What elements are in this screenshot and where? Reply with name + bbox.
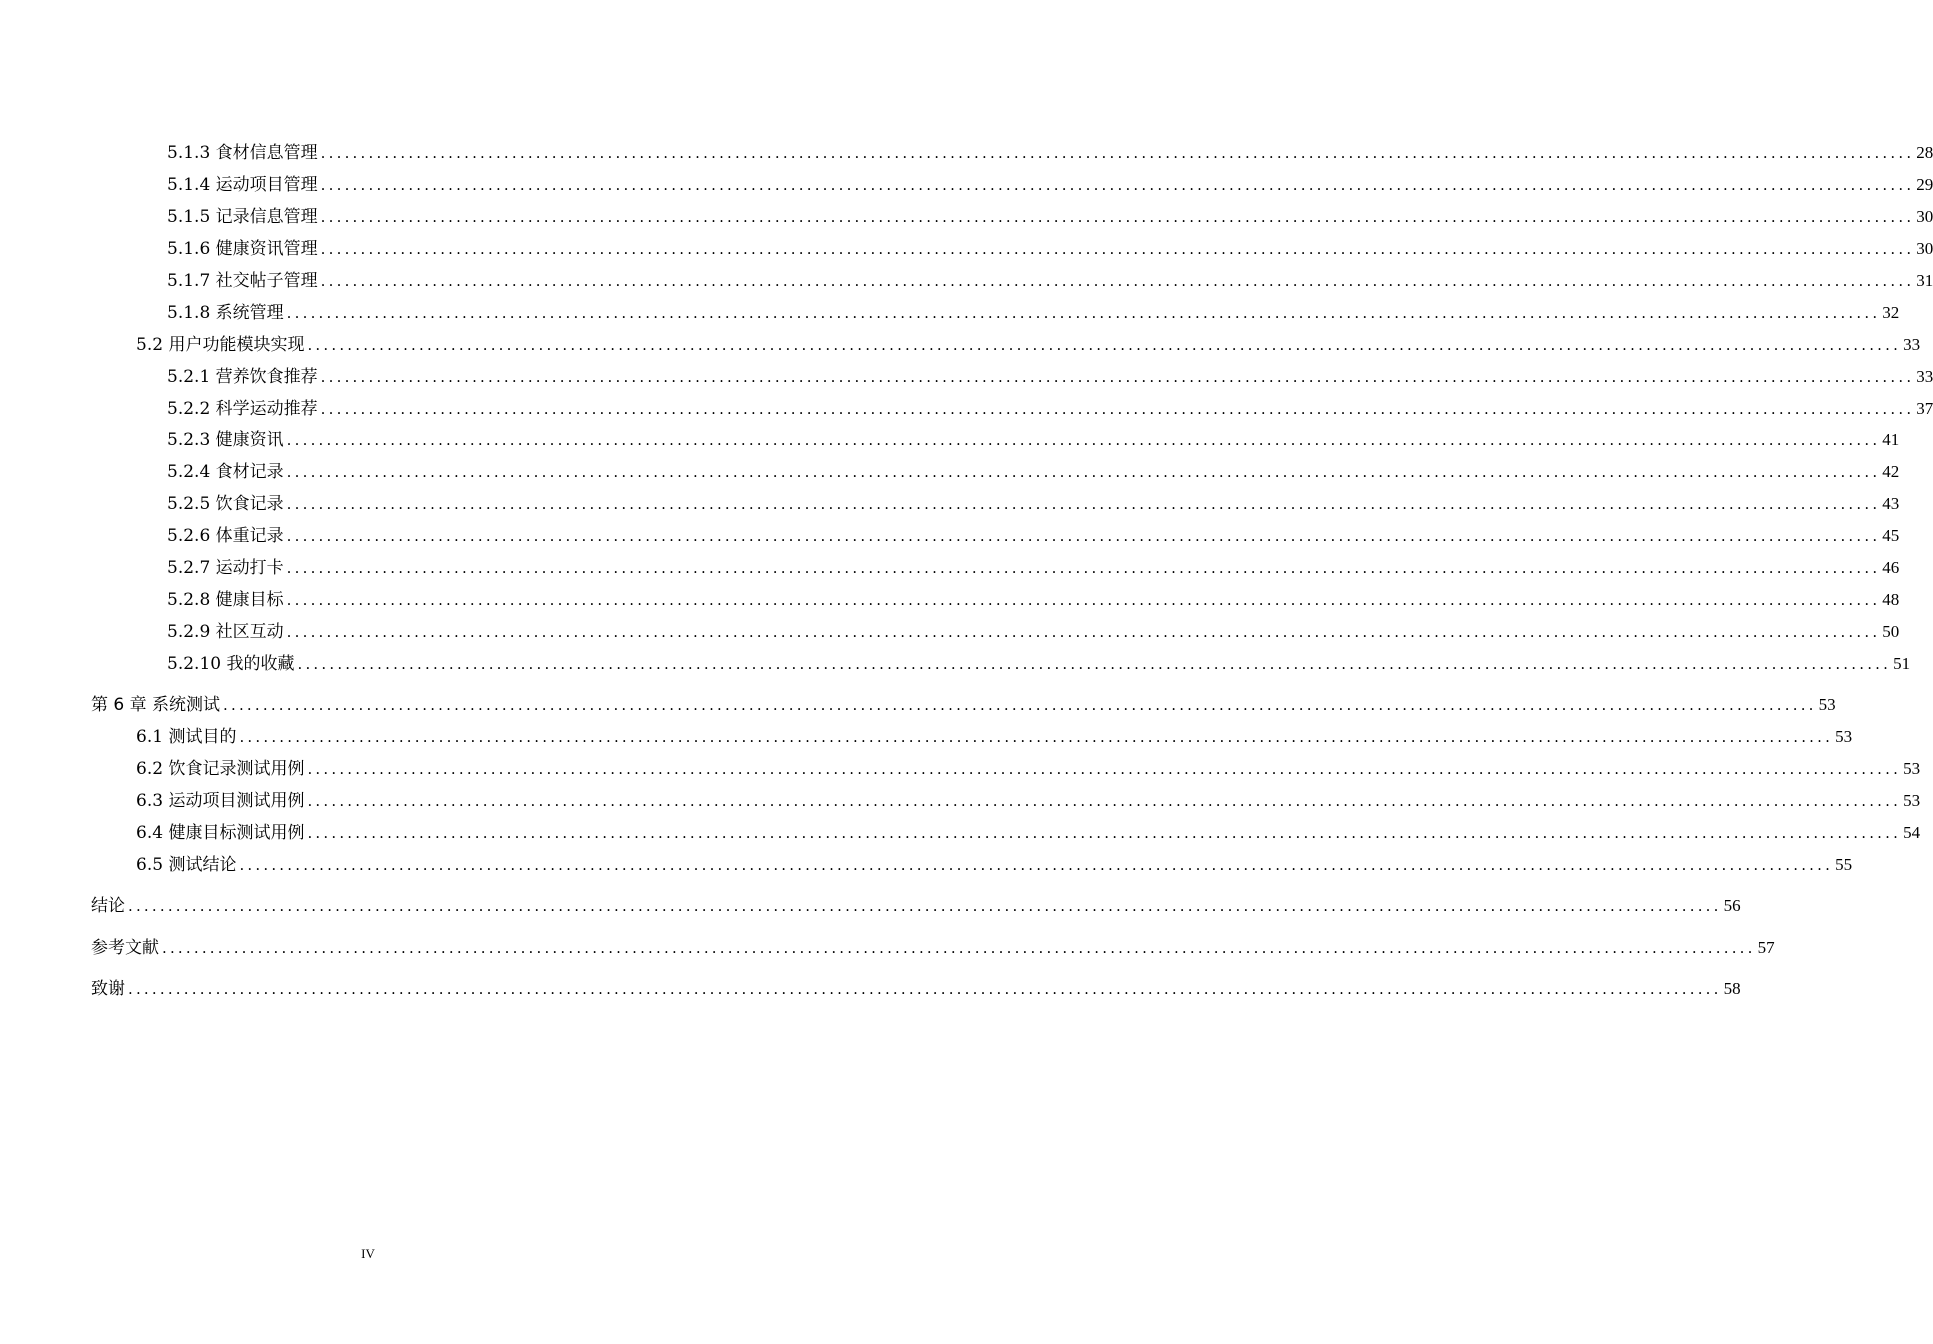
toc-entry-label: 5.2.6 体重记录 bbox=[167, 526, 284, 546]
toc-entry-page: 53 bbox=[1903, 791, 1921, 810]
toc-dot-leader: ........................................................................................................................................................................................................ bbox=[320, 208, 1915, 226]
toc-dot-leader: ........................................................................................................................................................................................................ bbox=[286, 431, 1881, 449]
toc-entry-label: 结论 bbox=[91, 896, 125, 916]
toc-dot-leader: ........................................................................................................................................................................................................ bbox=[307, 792, 1902, 810]
toc-entry-label: 5.2.9 社区互动 bbox=[167, 622, 284, 642]
toc-dot-leader: ........................................................................................................................................................................................................ bbox=[320, 400, 1915, 418]
toc-entry[interactable] bbox=[167, 556, 1900, 580]
toc-entry-label: 5.2.4 食材记录 bbox=[167, 462, 284, 482]
toc-entry-page: 55 bbox=[1835, 855, 1853, 874]
toc-dot-leader: ........................................................................................................................................................................................................ bbox=[320, 272, 1915, 290]
toc-dot-leader: ........................................................................................................................................................................................................ bbox=[320, 176, 1915, 194]
toc-entry-page: 28 bbox=[1916, 143, 1933, 162]
toc-dot-leader: ........................................................................................................................................................................................................ bbox=[162, 939, 1756, 957]
toc-entry-label: 5.1.5 记录信息管理 bbox=[167, 207, 318, 227]
toc-dot-leader: ........................................................................................................................................................................................................ bbox=[286, 304, 1881, 322]
toc-dot-leader: ........................................................................................................................................................................................................ bbox=[239, 728, 1834, 746]
toc-entry-label: 5.2.3 健康资讯 bbox=[167, 430, 284, 450]
toc-dot-leader: ........................................................................................................................................................................................................ bbox=[286, 591, 1881, 609]
toc-entry-page: 53 bbox=[1818, 695, 1836, 714]
toc-entry-label: 6.3 运动项目测试用例 bbox=[136, 791, 305, 811]
toc-entry[interactable] bbox=[167, 588, 1900, 612]
toc-entry-page: 48 bbox=[1882, 590, 1900, 609]
toc-dot-leader: ........................................................................................................................................................................................................ bbox=[286, 495, 1881, 513]
toc-entry-page: 41 bbox=[1882, 430, 1900, 449]
toc-dot-leader: ........................................................................................................................................................................................................ bbox=[286, 559, 1881, 577]
toc-entry-label: 5.1.7 社交帖子管理 bbox=[167, 271, 318, 291]
toc-entry[interactable] bbox=[167, 269, 1933, 293]
toc-dot-leader: ........................................................................................................................................................................................................ bbox=[307, 824, 1902, 842]
toc-entry-page: 45 bbox=[1882, 526, 1900, 545]
toc-entry-page: 54 bbox=[1903, 823, 1921, 842]
toc-entry-label: 参考文献 bbox=[91, 938, 159, 958]
toc-entry-label: 5.2.10 我的收藏 bbox=[167, 654, 295, 674]
toc-dot-leader: ........................................................................................................................................................................................................ bbox=[320, 144, 1915, 162]
toc-entry-page: 50 bbox=[1882, 622, 1900, 641]
toc-entry[interactable] bbox=[167, 141, 1933, 165]
toc-entry-label: 5.2.2 科学运动推荐 bbox=[167, 399, 318, 419]
toc-entry-page: 29 bbox=[1916, 175, 1933, 194]
toc-entry[interactable] bbox=[167, 492, 1900, 516]
toc-entry-label: 5.1.8 系统管理 bbox=[167, 303, 284, 323]
toc-dot-leader: ........................................................................................................................................................................................................ bbox=[286, 463, 1881, 481]
toc-entry-page: 53 bbox=[1835, 727, 1853, 746]
toc-dot-leader: ........................................................................................................................................................................................................ bbox=[239, 856, 1834, 874]
toc-entry-page: 53 bbox=[1903, 759, 1921, 778]
toc-entry-label: 6.2 饮食记录测试用例 bbox=[136, 759, 305, 779]
toc-chapter-entry[interactable] bbox=[91, 693, 1836, 717]
toc-dot-leader: ........................................................................................................................................................................................................ bbox=[307, 760, 1902, 778]
toc-entry-page: 46 bbox=[1882, 558, 1900, 577]
toc-dot-leader: ........................................................................................................................................................................................................ bbox=[128, 980, 1722, 998]
toc-entry[interactable] bbox=[167, 652, 1911, 676]
toc-entry-page: 32 bbox=[1882, 303, 1900, 322]
toc-entry-label: 6.1 测试目的 bbox=[136, 727, 237, 747]
toc-dot-leader: ........................................................................................................................................................................................................ bbox=[320, 240, 1915, 258]
toc-entry-page: 30 bbox=[1916, 239, 1933, 258]
toc-entry-label: 第 6 章 系统测试 bbox=[91, 695, 221, 715]
toc-entry-page: 58 bbox=[1723, 979, 1741, 998]
toc-entry-label: 5.2.5 饮食记录 bbox=[167, 494, 284, 514]
toc-dot-leader: ........................................................................................................................................................................................................ bbox=[286, 623, 1881, 641]
toc-entry-label: 5.1.4 运动项目管理 bbox=[167, 175, 318, 195]
toc-entry[interactable] bbox=[136, 725, 1853, 749]
toc-entry-label: 5.2.8 健康目标 bbox=[167, 590, 284, 610]
toc-entry[interactable] bbox=[136, 333, 1921, 357]
toc-dot-leader: ........................................................................................................................................................................................................ bbox=[307, 336, 1902, 354]
toc-entry[interactable] bbox=[136, 757, 1921, 781]
toc-entry-label: 6.4 健康目标测试用例 bbox=[136, 823, 305, 843]
toc-entry[interactable] bbox=[136, 821, 1921, 845]
toc-entry-label: 6.5 测试结论 bbox=[136, 855, 237, 875]
toc-entry[interactable] bbox=[167, 365, 1933, 389]
toc-entry[interactable] bbox=[167, 460, 1900, 484]
toc-chapter-entry[interactable] bbox=[91, 894, 1741, 918]
toc-chapter-entry[interactable] bbox=[91, 977, 1741, 1001]
toc-entry-page: 37 bbox=[1916, 399, 1933, 418]
toc-entry[interactable] bbox=[167, 620, 1900, 644]
page-number-footer: IV bbox=[361, 1246, 375, 1261]
toc-entry-label: 致谢 bbox=[91, 979, 125, 999]
toc-entry[interactable] bbox=[167, 205, 1933, 229]
toc-entry-page: 57 bbox=[1757, 938, 1775, 957]
toc-entry-label: 5.1.6 健康资讯管理 bbox=[167, 239, 318, 259]
toc-entry[interactable] bbox=[167, 428, 1900, 452]
toc-entry-label: 5.2.7 运动打卡 bbox=[167, 558, 284, 578]
toc-dot-leader: ........................................................................................................................................................................................................ bbox=[128, 897, 1722, 915]
toc-entry[interactable] bbox=[167, 397, 1933, 421]
toc-entry-page: 51 bbox=[1893, 654, 1911, 673]
toc-dot-leader: ........................................................................................................................................................................................................ bbox=[320, 368, 1915, 386]
toc-entry[interactable] bbox=[167, 524, 1900, 548]
toc-dot-leader: ........................................................................................................................................................................................................ bbox=[223, 696, 1817, 714]
toc-entry[interactable] bbox=[167, 173, 1933, 197]
toc-entry[interactable] bbox=[136, 853, 1853, 877]
toc-entry[interactable] bbox=[167, 301, 1900, 325]
toc-entry-page: 42 bbox=[1882, 462, 1900, 481]
toc-entry-page: 33 bbox=[1903, 335, 1921, 354]
toc-dot-leader: ........................................................................................................................................................................................................ bbox=[297, 655, 1892, 673]
toc-entry-label: 5.1.3 食材信息管理 bbox=[167, 143, 318, 163]
toc-entry-page: 56 bbox=[1723, 896, 1741, 915]
toc-entry[interactable] bbox=[167, 237, 1933, 261]
toc-entry-label: 5.2 用户功能模块实现 bbox=[136, 335, 305, 355]
toc-entry[interactable] bbox=[136, 789, 1921, 813]
toc-entry-page: 31 bbox=[1916, 271, 1933, 290]
toc-dot-leader: ........................................................................................................................................................................................................ bbox=[286, 527, 1881, 545]
toc-entry-page: 33 bbox=[1916, 367, 1933, 386]
toc-chapter-entry[interactable] bbox=[91, 936, 1775, 960]
toc-entry-label: 5.2.1 营养饮食推荐 bbox=[167, 367, 318, 387]
toc-entry-page: 30 bbox=[1916, 207, 1933, 226]
toc-entry-page: 43 bbox=[1882, 494, 1900, 513]
